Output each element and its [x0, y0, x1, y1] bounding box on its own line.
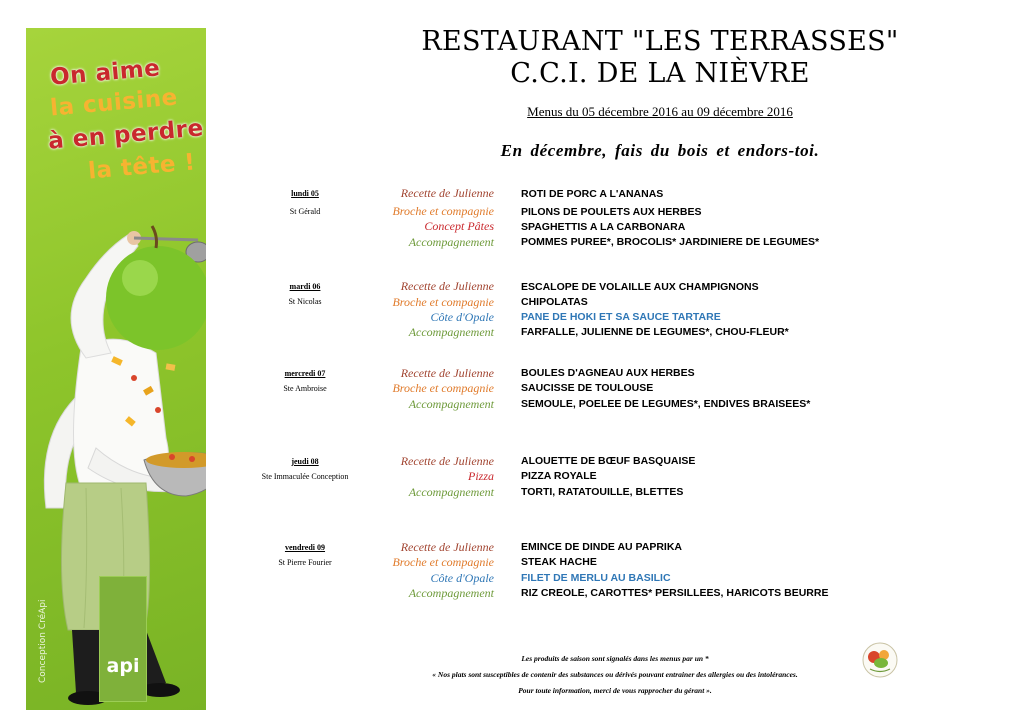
dish-name: SEMOULE, POELEE DE LEGUMES*, ENDIVES BRAISEES* — [521, 398, 811, 410]
design-credit: Conception CréApi — [38, 599, 48, 683]
slogan-line-2: la cuisine — [49, 84, 179, 122]
category-label: Recette de Julienne — [400, 186, 494, 200]
category-label: Broche et compagnie — [392, 204, 494, 218]
dish-name: SPAGHETTIS A LA CARBONARA — [521, 221, 686, 233]
menu-slogan: En décembre, fais du bois et endors-toi. — [500, 141, 820, 160]
category-label: Pizza — [467, 469, 494, 483]
category-label: Broche et compagnie — [392, 295, 494, 309]
contact-note: Pour toute information, merci de vous rapprocher du gérant ». — [518, 686, 712, 695]
slogan-line-4: la tête ! — [87, 149, 197, 185]
slogan-line-1: On aime — [49, 55, 162, 91]
slogan-line-3: à en perdre — [47, 115, 205, 155]
category-label: Côte d'Opale — [430, 571, 494, 585]
category-label: Concept Pâtes — [424, 219, 494, 233]
day-label-friday: vendredi 09 — [284, 543, 326, 552]
day-label-tuesday: mardi 06 — [289, 282, 321, 291]
category-label: Accompagnement — [408, 325, 494, 339]
dish-name: TORTI, RATATOUILLE, BLETTES — [521, 486, 684, 498]
category-label: Accompagnement — [408, 586, 494, 600]
menu-date-range: Menus du 05 décembre 2016 au 09 décembre 2016 — [527, 104, 793, 119]
dish-name: ESCALOPE DE VOLAILLE AUX CHAMPIGNONS — [521, 281, 759, 293]
category-label: Recette de Julienne — [400, 366, 494, 380]
dish-name: PANE DE HOKI ET SA SAUCE TARTARE — [521, 311, 721, 323]
dish-name: ALOUETTE DE BŒUF BASQUAISE — [521, 455, 696, 467]
dish-name: SAUCISSE DE TOULOUSE — [521, 382, 654, 394]
fruits-vegetables-badge-icon — [855, 641, 905, 679]
category-label: Recette de Julienne — [400, 279, 494, 293]
category-label: Recette de Julienne — [400, 454, 494, 468]
category-label: Côte d'Opale — [430, 310, 494, 324]
saint-thursday: Ste Immaculée Conception — [261, 472, 349, 481]
category-label: Recette de Julienne — [400, 540, 494, 554]
saint-tuesday: St Nicolas — [288, 297, 322, 306]
category-label: Broche et compagnie — [392, 555, 494, 569]
category-label: Accompagnement — [408, 485, 494, 499]
category-label: Accompagnement — [408, 397, 494, 411]
dish-name: BOULES D'AGNEAU AUX HERBES — [521, 367, 695, 379]
organization-title: C.C.I. DE LA NIÈVRE — [510, 58, 810, 89]
dish-name: EMINCE DE DINDE AU PAPRIKA — [521, 541, 683, 553]
seasonal-note: Les produits de saison sont signalés dans les menus par un * — [521, 654, 709, 663]
saint-friday: St Pierre Fourier — [278, 558, 332, 567]
dish-name: CHIPOLATAS — [521, 296, 588, 308]
saint-wednesday: Ste Ambroise — [283, 384, 327, 393]
category-label: Broche et compagnie — [392, 381, 494, 395]
saint-monday: St Gérald — [289, 207, 321, 216]
allergy-note: « Nos plats sont susceptibles de contenir des substances ou dérivés pouvant entrainer des allergies ou des intolérances. — [432, 670, 798, 679]
day-label-wednesday: mercredi 07 — [284, 369, 326, 378]
day-label-thursday: jeudi 08 — [291, 457, 319, 466]
restaurant-title: RESTAURANT "LES TERRASSES" — [421, 26, 899, 57]
dish-name: ROTI DE PORC A L'ANANAS — [521, 188, 664, 200]
api-logo — [99, 576, 147, 702]
dish-name: PIZZA ROYALE — [521, 470, 597, 482]
dish-name: FARFALLE, JULIENNE DE LEGUMES*, CHOU-FLEUR* — [521, 326, 789, 338]
day-label-monday: lundi 05 — [291, 189, 319, 198]
api-logo-text: api — [106, 655, 140, 677]
dish-name: POMMES PUREE*, BROCOLIS* JARDINIERE DE LEGUMES* — [521, 236, 820, 248]
dish-name: PILONS DE POULETS AUX HERBES — [521, 206, 702, 218]
promo-banner — [26, 28, 206, 710]
dish-name: STEAK HACHE — [521, 556, 597, 568]
category-label: Accompagnement — [408, 235, 494, 249]
dish-name: RIZ CREOLE, CAROTTES* PERSILLEES, HARICOTS BEURRE — [521, 587, 829, 599]
dish-name: FILET DE MERLU AU BASILIC — [521, 572, 671, 584]
